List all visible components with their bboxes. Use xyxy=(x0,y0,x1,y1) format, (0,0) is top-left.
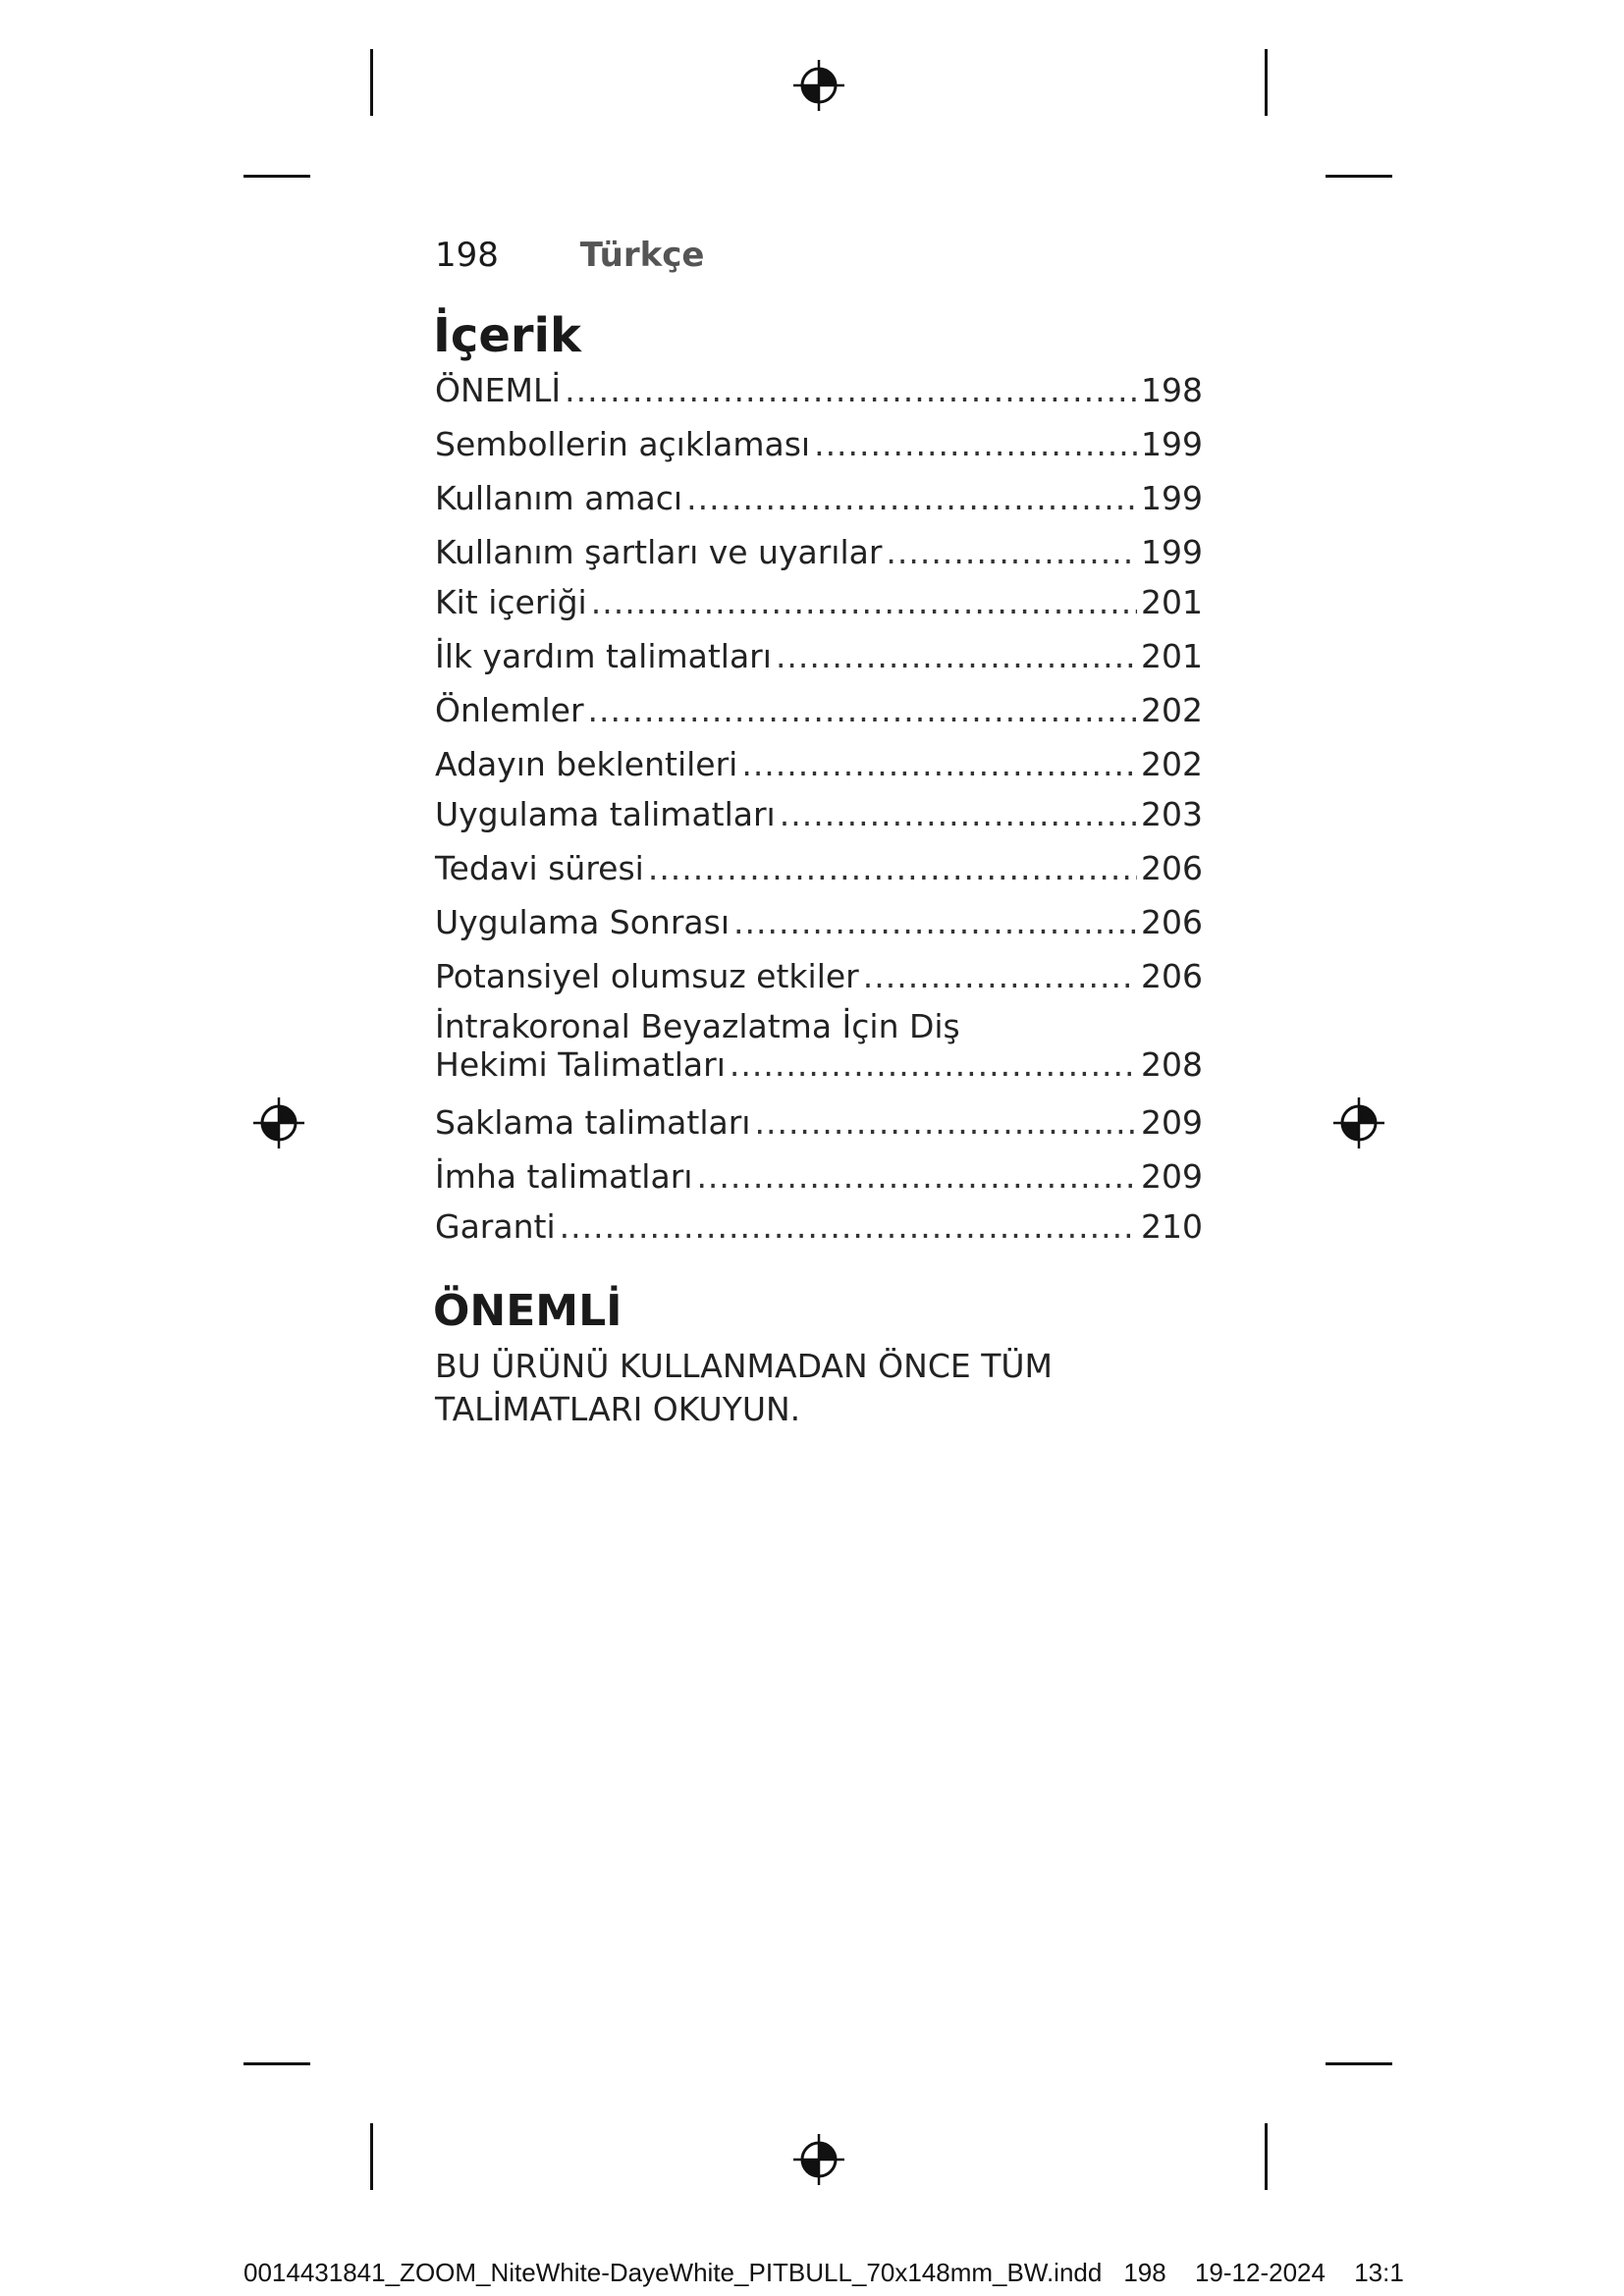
crop-mark-top-left-horizontal xyxy=(244,175,310,178)
toc-entry[interactable] xyxy=(435,957,1203,1007)
toc-entry-page: 202 xyxy=(1141,691,1203,729)
toc-entry[interactable] xyxy=(435,533,1203,583)
crop-mark-bottom-right-vertical xyxy=(1265,2123,1268,2190)
toc-leader-dots xyxy=(648,849,1137,887)
print-slug-time: 13:1 xyxy=(1354,2258,1404,2287)
crop-mark-bottom-left-vertical xyxy=(370,2123,373,2190)
toc-entry-label: Saklama talimatları xyxy=(435,1103,751,1142)
toc-leader-dots xyxy=(696,1157,1137,1196)
toc-entry[interactable] xyxy=(435,903,1203,957)
toc-entry-label: İlk yardım talimatları xyxy=(435,637,772,675)
toc-entry[interactable] xyxy=(435,745,1203,795)
crop-mark-top-right-vertical xyxy=(1265,49,1268,116)
toc-leader-dots xyxy=(560,1207,1137,1246)
table-of-contents xyxy=(435,371,1203,1261)
section-title-important: ÖNEMLİ xyxy=(433,1286,623,1336)
toc-entry-page: 203 xyxy=(1141,795,1203,833)
toc-entry-label: Kullanım şartları ve uyarılar xyxy=(435,533,883,571)
toc-leader-dots xyxy=(886,533,1137,571)
toc-leader-dots xyxy=(591,583,1137,621)
toc-leader-dots xyxy=(780,795,1137,833)
toc-leader-dots xyxy=(733,903,1137,941)
toc-entry-label: Kullanım amacı xyxy=(435,479,683,517)
registration-mark-icon xyxy=(251,1095,306,1150)
toc-entry-label: Potansiyel olumsuz etkiler xyxy=(435,957,859,995)
toc-entry-label: Önlemler xyxy=(435,691,584,729)
toc-entry[interactable] xyxy=(435,583,1203,637)
toc-entry-label: İmha talimatları xyxy=(435,1157,693,1196)
print-slug xyxy=(244,2258,1404,2288)
toc-entry-label: Adayın beklentileri xyxy=(435,745,738,783)
toc-entry-page: 206 xyxy=(1141,957,1203,995)
toc-entry-page: 199 xyxy=(1141,425,1203,463)
toc-leader-dots xyxy=(730,1045,1137,1084)
print-slug-filename: 0014431841_ZOOM_NiteWhite-DayeWhite_PITBULL_70x148mm_BW.indd xyxy=(244,2258,1103,2287)
toc-entry-label: Sembollerin açıklaması xyxy=(435,425,811,463)
print-slug-page: 198 xyxy=(1123,2258,1166,2287)
toc-leader-dots xyxy=(863,957,1137,995)
toc-entry-label: Tedavi süresi xyxy=(435,849,644,887)
toc-entry[interactable] xyxy=(435,425,1203,479)
toc-entry[interactable] xyxy=(435,849,1203,903)
toc-entry-page: 209 xyxy=(1141,1103,1203,1142)
toc-entry-label: Hekimi Talimatları xyxy=(435,1045,726,1084)
registration-mark-icon xyxy=(1331,1095,1386,1150)
toc-entry-page: 206 xyxy=(1141,903,1203,941)
toc-leader-dots xyxy=(741,745,1137,783)
toc-entry-label: Uygulama Sonrası xyxy=(435,903,730,941)
crop-mark-bottom-left-horizontal xyxy=(244,2062,310,2065)
toc-entry-page: 201 xyxy=(1141,583,1203,621)
toc-entry[interactable] xyxy=(435,637,1203,691)
toc-entry-page: 210 xyxy=(1141,1207,1203,1246)
toc-leader-dots xyxy=(686,479,1137,517)
toc-entry-page: 206 xyxy=(1141,849,1203,887)
crop-mark-top-left-vertical xyxy=(370,49,373,116)
toc-entry-label-line1: İntrakoronal Beyazlatma İçin Diş xyxy=(435,1007,960,1045)
toc-entry-page: 202 xyxy=(1141,745,1203,783)
toc-leader-dots xyxy=(776,637,1137,675)
language-label: Türkçe xyxy=(579,236,705,275)
crop-mark-top-right-horizontal xyxy=(1326,175,1392,178)
warning-text-line: TALİMATLARI OKUYUN. xyxy=(435,1390,801,1428)
page-number: 198 xyxy=(435,236,499,275)
toc-entry[interactable] xyxy=(435,479,1203,533)
warning-text-line: BU ÜRÜNÜ KULLANMADAN ÖNCE TÜM xyxy=(435,1347,1053,1385)
registration-mark-icon xyxy=(791,58,846,113)
toc-entry-page: 198 xyxy=(1141,371,1203,409)
toc-entry[interactable] xyxy=(435,1007,1203,1103)
toc-entry-page: 209 xyxy=(1141,1157,1203,1196)
toc-entry-label: ÖNEMLİ xyxy=(435,371,562,409)
toc-entry-label: Kit içeriği xyxy=(435,583,587,621)
toc-leader-dots xyxy=(588,691,1137,729)
registration-mark-icon xyxy=(791,2132,846,2187)
toc-entry[interactable] xyxy=(435,1207,1203,1261)
running-header xyxy=(435,236,704,275)
toc-entry[interactable] xyxy=(435,1103,1203,1157)
toc-title: İçerik xyxy=(433,308,581,363)
crop-mark-bottom-right-horizontal xyxy=(1326,2062,1392,2065)
toc-entry[interactable] xyxy=(435,1157,1203,1207)
toc-entry[interactable] xyxy=(435,795,1203,849)
toc-leader-dots xyxy=(814,425,1137,463)
toc-entry[interactable] xyxy=(435,691,1203,745)
toc-entry-page: 199 xyxy=(1141,533,1203,571)
toc-entry-page: 201 xyxy=(1141,637,1203,675)
toc-entry[interactable] xyxy=(435,371,1203,425)
toc-entry-page: 208 xyxy=(1141,1045,1203,1084)
section-body-important xyxy=(435,1345,1142,1431)
toc-leader-dots xyxy=(565,371,1137,409)
toc-entry-label: Garanti xyxy=(435,1207,556,1246)
print-slug-date: 19-12-2024 xyxy=(1194,2258,1326,2287)
toc-entry-label: Uygulama talimatları xyxy=(435,795,776,833)
toc-entry-page: 199 xyxy=(1141,479,1203,517)
toc-leader-dots xyxy=(754,1103,1137,1142)
